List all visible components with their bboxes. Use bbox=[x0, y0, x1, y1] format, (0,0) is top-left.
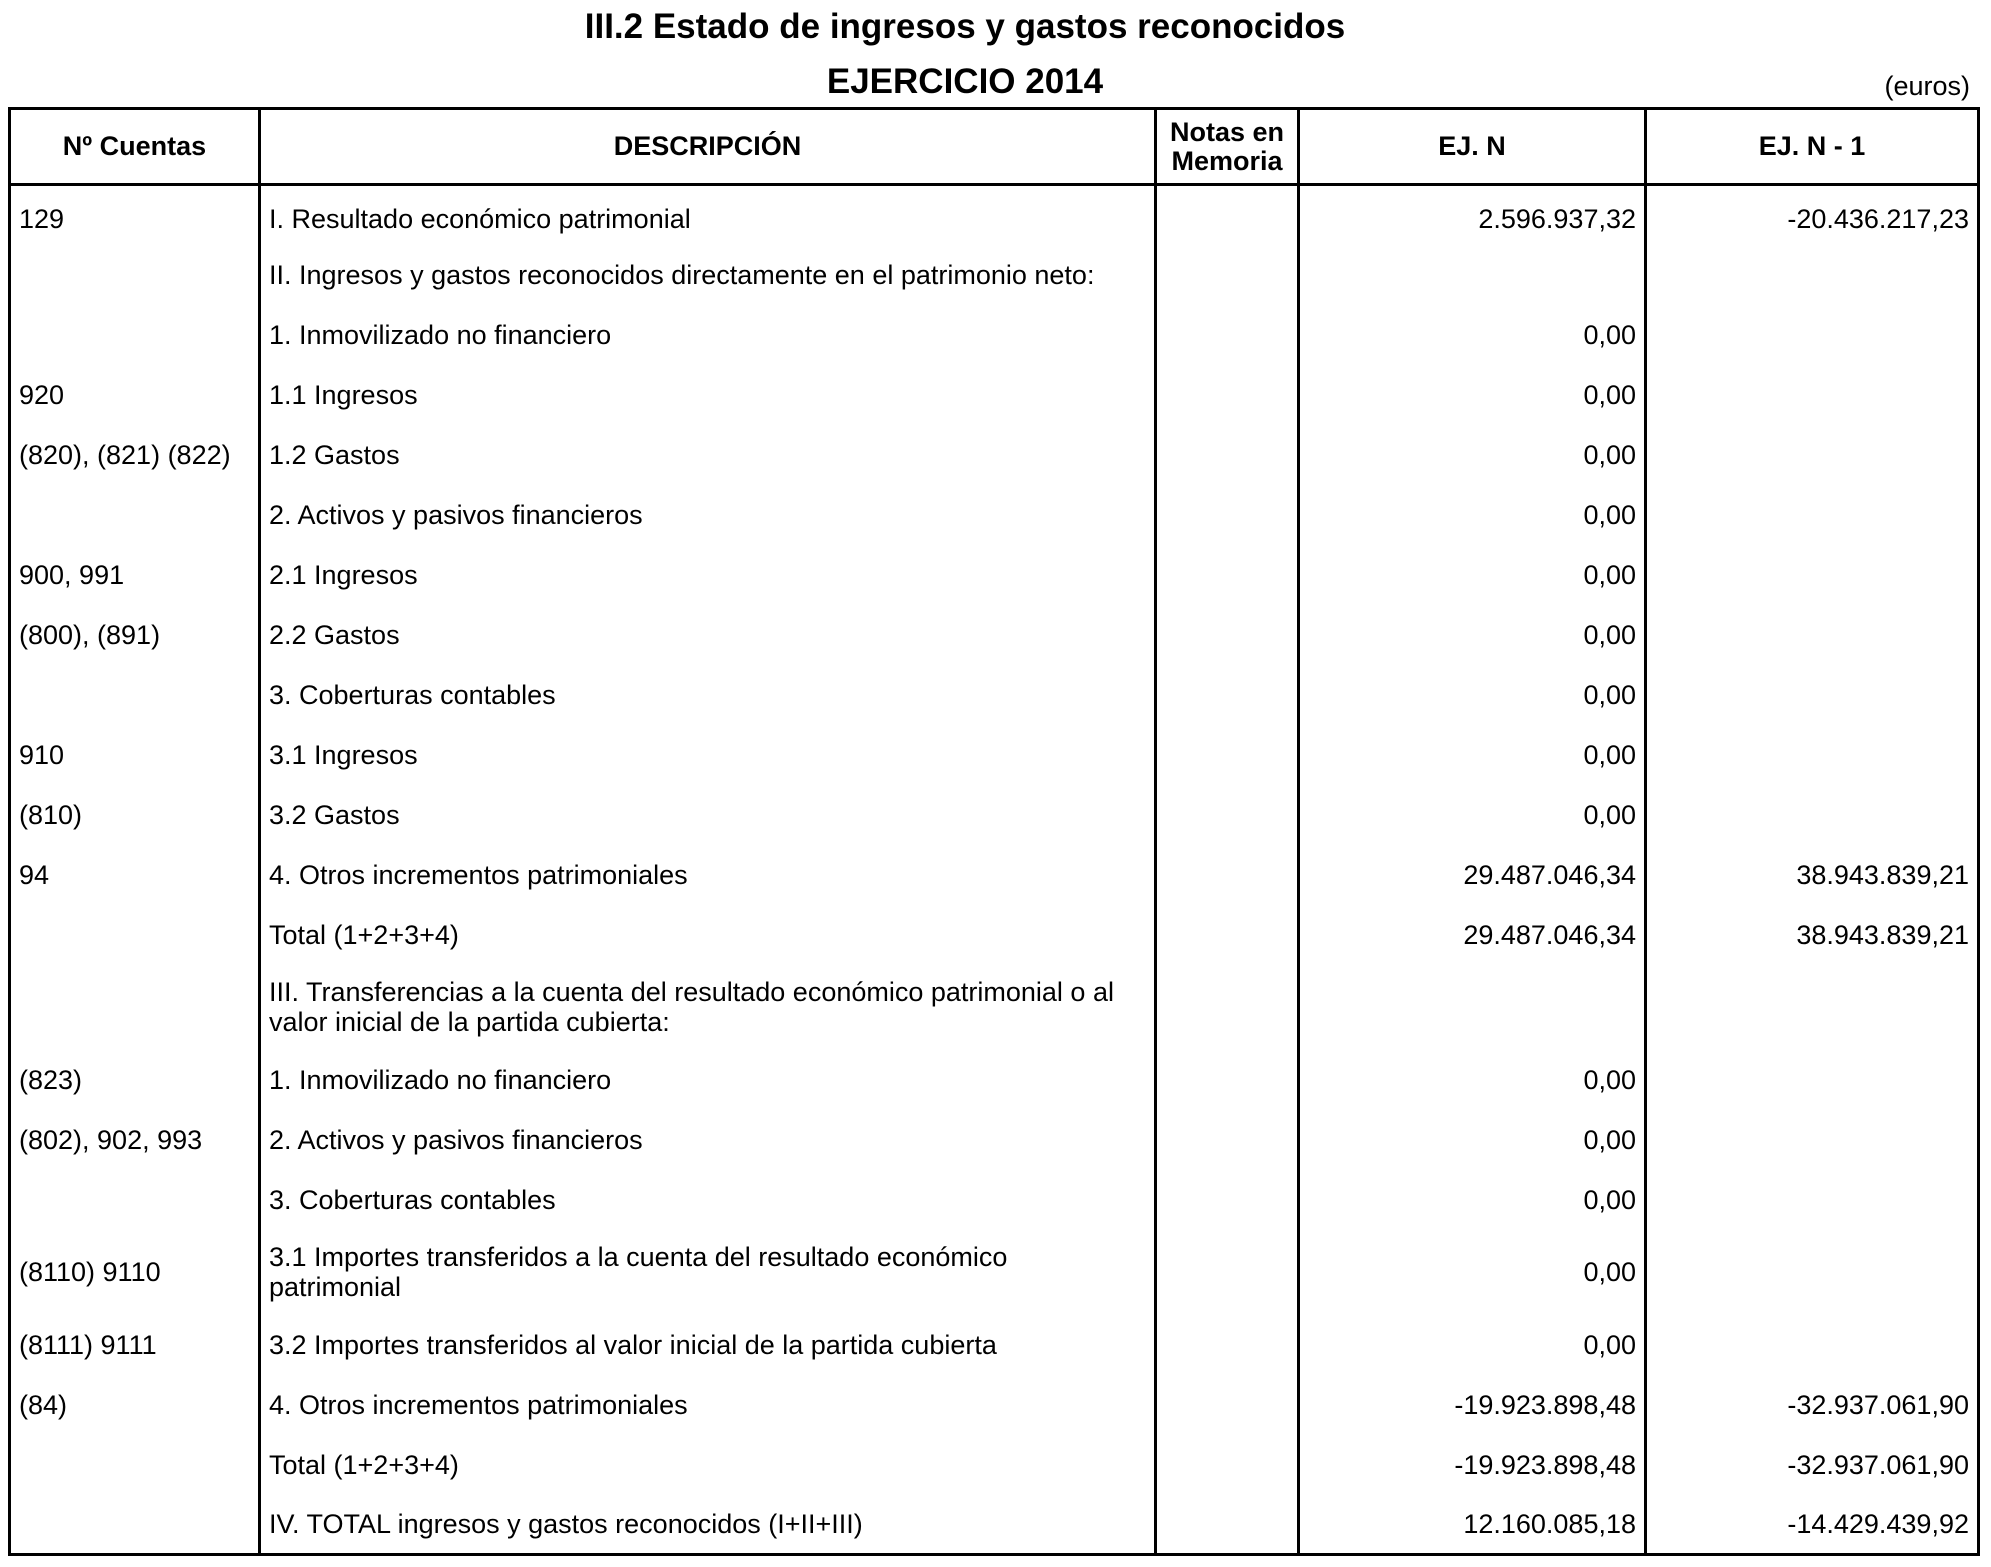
table-row bbox=[10, 365, 1979, 425]
cell-descripcion: II. Ingresos y gastos reconocidos directamente en el patrimonio neto: bbox=[260, 245, 1156, 305]
fiscal-year-subtitle: EJERCICIO 2014 bbox=[826, 62, 1104, 101]
table-row bbox=[10, 545, 1979, 605]
cell-ej-n-1 bbox=[1646, 305, 1979, 365]
cell-descripcion: I. Resultado económico patrimonial bbox=[260, 185, 1156, 245]
cell-descripcion: 2. Activos y pasivos financieros bbox=[260, 1110, 1156, 1170]
cell-ej-n-1 bbox=[1646, 1170, 1979, 1230]
cell-descripcion: 3.2 Importes transferidos al valor inicial de la partida cubierta bbox=[260, 1315, 1156, 1375]
header-descripcion: DESCRIPCIÓN bbox=[260, 109, 1156, 185]
cell-ej-n: 2.596.937,32 bbox=[1299, 185, 1646, 245]
cell-ej-n-1 bbox=[1646, 1230, 1979, 1315]
table-row bbox=[10, 785, 1979, 845]
cell-ej-n: 0,00 bbox=[1299, 605, 1646, 665]
cell-ej-n: 29.487.046,34 bbox=[1299, 845, 1646, 905]
cell-ej-n-1 bbox=[1646, 1110, 1979, 1170]
cell-cuentas bbox=[10, 1495, 260, 1555]
table-row bbox=[10, 1230, 1979, 1315]
cell-ej-n-1: -14.429.439,92 bbox=[1787, 1508, 1969, 1539]
cell-ej-n: 0,00 bbox=[1299, 425, 1646, 485]
page-title: III.2 Estado de ingresos y gastos reconocidos bbox=[584, 7, 1346, 46]
cell-descripcion: 3. Coberturas contables bbox=[260, 665, 1156, 725]
table-row bbox=[10, 1375, 1979, 1435]
cell-descripcion: IV. TOTAL ingresos y gastos reconocidos (I+II+III) bbox=[260, 1495, 1156, 1555]
cell-ej-n: 0,00 bbox=[1299, 485, 1646, 545]
cell-notas bbox=[1156, 1495, 1299, 1555]
table-row bbox=[10, 1495, 1979, 1555]
cell-ej-n-1 bbox=[1646, 365, 1979, 425]
table-row bbox=[10, 1315, 1979, 1375]
income-expense-table bbox=[8, 107, 1980, 1556]
cell-ej-n: 0,00 bbox=[1299, 1050, 1646, 1110]
cell-ej-n-1: 38.943.839,21 bbox=[1796, 919, 1969, 950]
cell-ej-n-1 bbox=[1646, 1050, 1979, 1110]
cell-ej-n-1 bbox=[1646, 485, 1979, 545]
table-row bbox=[10, 965, 1979, 1050]
cell-ej-n-1 bbox=[1646, 785, 1979, 845]
cell-ej-n-1 bbox=[1646, 965, 1979, 1050]
cell-notas bbox=[1156, 485, 1299, 545]
table-body bbox=[10, 185, 1979, 1555]
cell-cuentas: 900, 991 bbox=[10, 545, 260, 605]
cell-descripcion: 2.1 Ingresos bbox=[260, 545, 1156, 605]
cell-descripcion: Total (1+2+3+4) bbox=[260, 905, 1156, 965]
cell-cuentas bbox=[10, 305, 260, 365]
table-row bbox=[10, 1110, 1979, 1170]
cell-ej-n: -19.923.898,48 bbox=[1299, 1435, 1646, 1495]
cell-notas bbox=[1156, 1050, 1299, 1110]
cell-ej-n: 0,00 bbox=[1299, 365, 1646, 425]
units-label: (euros) bbox=[1884, 71, 1970, 101]
cell-ej-n: 0,00 bbox=[1299, 545, 1646, 605]
cell-ej-n: 29.487.046,34 bbox=[1299, 905, 1646, 965]
cell-cuentas bbox=[10, 485, 260, 545]
cell-descripcion: III. Transferencias a la cuenta del resultado económico patrimonial o al valor inicial de la partida cubierta: bbox=[260, 965, 1156, 1050]
cell-cuentas: (8111) 9111 bbox=[10, 1315, 260, 1375]
cell-ej-n: 0,00 bbox=[1299, 305, 1646, 365]
table-row bbox=[10, 185, 1979, 245]
cell-cuentas bbox=[10, 1435, 260, 1495]
cell-notas bbox=[1156, 185, 1299, 245]
cell-descripcion: 3.2 Gastos bbox=[260, 785, 1156, 845]
cell-ej-n-1 bbox=[1646, 665, 1979, 725]
cell-ej-n: 12.160.085,18 bbox=[1299, 1495, 1646, 1555]
table-row bbox=[10, 605, 1979, 665]
cell-ej-n-1 bbox=[1646, 1315, 1979, 1375]
table-row bbox=[10, 1050, 1979, 1110]
cell-notas bbox=[1156, 845, 1299, 905]
cell-ej-n-1 bbox=[1646, 425, 1979, 485]
cell-ej-n-1: 38.943.839,21 bbox=[1796, 859, 1969, 890]
cell-descripcion: 2. Activos y pasivos financieros bbox=[260, 485, 1156, 545]
cell-ej-n bbox=[1299, 965, 1646, 1050]
cell-cuentas: (800), (891) bbox=[10, 605, 260, 665]
cell-cuentas: 910 bbox=[10, 725, 260, 785]
cell-ej-n: -19.923.898,48 bbox=[1299, 1375, 1646, 1435]
cell-cuentas: (823) bbox=[10, 1050, 260, 1110]
cell-cuentas: (8110) 9110 bbox=[10, 1230, 260, 1315]
cell-ej-n-1: -32.937.061,90 bbox=[1787, 1449, 1969, 1480]
cell-cuentas: (84) bbox=[10, 1375, 260, 1435]
cell-cuentas: (802), 902, 993 bbox=[10, 1110, 260, 1170]
table-row bbox=[10, 485, 1979, 545]
cell-notas bbox=[1156, 545, 1299, 605]
cell-notas bbox=[1156, 245, 1299, 305]
cell-notas bbox=[1156, 725, 1299, 785]
cell-notas bbox=[1156, 305, 1299, 365]
cell-ej-n: 0,00 bbox=[1299, 1110, 1646, 1170]
cell-descripcion: 3.1 Ingresos bbox=[260, 725, 1156, 785]
cell-descripcion: 1.2 Gastos bbox=[260, 425, 1156, 485]
cell-cuentas: (810) bbox=[10, 785, 260, 845]
cell-descripcion: 3.1 Importes transferidos a la cuenta del resultado económico patrimonial bbox=[260, 1230, 1156, 1315]
cell-ej-n-1 bbox=[1646, 725, 1979, 785]
cell-ej-n: 0,00 bbox=[1299, 1170, 1646, 1230]
cell-ej-n-1: -20.436.217,23 bbox=[1787, 204, 1969, 235]
cell-descripcion: 2.2 Gastos bbox=[260, 605, 1156, 665]
cell-ej-n-1 bbox=[1646, 605, 1979, 665]
cell-notas bbox=[1156, 965, 1299, 1050]
cell-ej-n-1 bbox=[1646, 245, 1979, 305]
table-row bbox=[10, 845, 1979, 905]
header-ej-n: EJ. N bbox=[1299, 109, 1646, 185]
cell-notas bbox=[1156, 365, 1299, 425]
table-row bbox=[10, 725, 1979, 785]
cell-cuentas: 920 bbox=[10, 365, 260, 425]
cell-cuentas bbox=[10, 665, 260, 725]
cell-cuentas bbox=[10, 245, 260, 305]
cell-descripcion: 1.1 Ingresos bbox=[260, 365, 1156, 425]
cell-notas bbox=[1156, 1110, 1299, 1170]
cell-descripcion: 3. Coberturas contables bbox=[260, 1170, 1156, 1230]
cell-cuentas bbox=[10, 965, 260, 1050]
cell-ej-n: 0,00 bbox=[1299, 1230, 1646, 1315]
cell-cuentas bbox=[10, 905, 260, 965]
cell-ej-n bbox=[1299, 245, 1646, 305]
cell-cuentas: 129 bbox=[10, 185, 260, 245]
cell-cuentas: (820), (821) (822) bbox=[10, 425, 260, 485]
cell-ej-n: 0,00 bbox=[1299, 665, 1646, 725]
cell-notas bbox=[1156, 425, 1299, 485]
header-notas: Notas en Memoria bbox=[1156, 109, 1299, 185]
cell-descripcion: 4. Otros incrementos patrimoniales bbox=[260, 845, 1156, 905]
cell-cuentas bbox=[10, 1170, 260, 1230]
cell-notas bbox=[1156, 1435, 1299, 1495]
header-ej-n-1: EJ. N - 1 bbox=[1646, 109, 1979, 185]
cell-notas bbox=[1156, 1315, 1299, 1375]
cell-descripcion: 1. Inmovilizado no financiero bbox=[260, 305, 1156, 365]
header-cuentas: Nº Cuentas bbox=[10, 109, 260, 185]
cell-descripcion: 4. Otros incrementos patrimoniales bbox=[260, 1375, 1156, 1435]
table-row bbox=[10, 1435, 1979, 1495]
cell-notas bbox=[1156, 665, 1299, 725]
cell-descripcion: Total (1+2+3+4) bbox=[260, 1435, 1156, 1495]
table-row bbox=[10, 905, 1979, 965]
cell-notas bbox=[1156, 1170, 1299, 1230]
cell-notas bbox=[1156, 905, 1299, 965]
table-row bbox=[10, 665, 1979, 725]
cell-ej-n: 0,00 bbox=[1299, 725, 1646, 785]
table-row bbox=[10, 1170, 1979, 1230]
cell-ej-n: 0,00 bbox=[1299, 1315, 1646, 1375]
cell-cuentas: 94 bbox=[10, 845, 260, 905]
cell-notas bbox=[1156, 605, 1299, 665]
table-row bbox=[10, 305, 1979, 365]
table-row bbox=[10, 425, 1979, 485]
table-header-row bbox=[10, 109, 1979, 185]
cell-notas bbox=[1156, 785, 1299, 845]
cell-notas bbox=[1156, 1230, 1299, 1315]
cell-ej-n-1: -32.937.061,90 bbox=[1787, 1389, 1969, 1420]
table-row bbox=[10, 245, 1979, 305]
cell-notas bbox=[1156, 1375, 1299, 1435]
cell-ej-n: 0,00 bbox=[1299, 785, 1646, 845]
cell-descripcion: 1. Inmovilizado no financiero bbox=[260, 1050, 1156, 1110]
cell-ej-n-1 bbox=[1646, 545, 1979, 605]
